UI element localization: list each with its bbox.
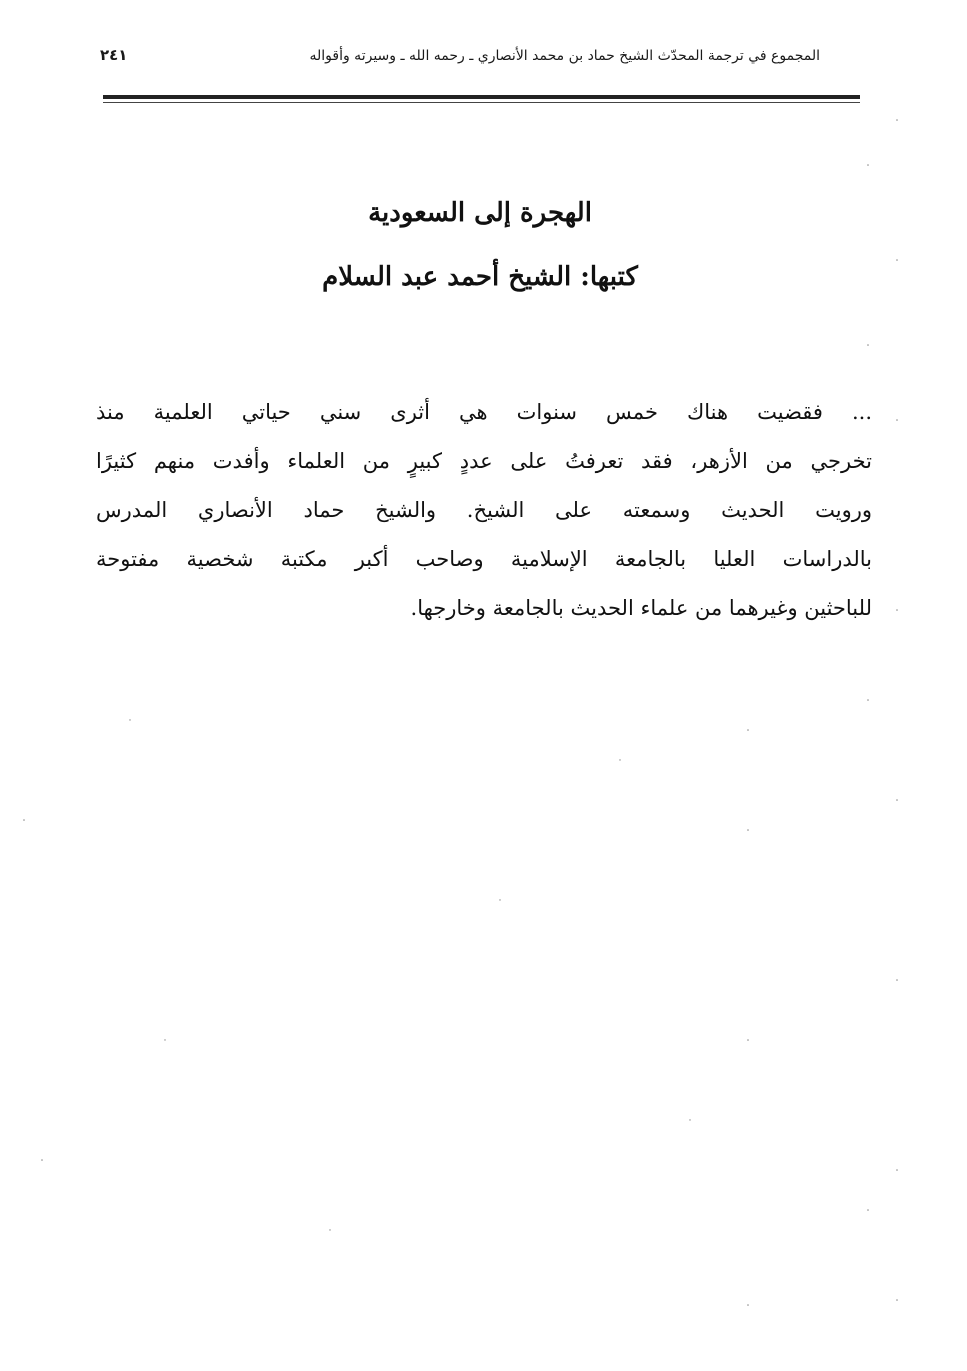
body-line: للباحثين وغيرهما من علماء الحديث بالجامعة وخارجها. <box>410 596 872 620</box>
body-line: ... فقضيت هناك خمس سنوات هي أثرى سني حياتي العلمية منذ <box>96 400 872 424</box>
chapter-author-line: كتبها: الشيخ أحمد عبد السلام <box>322 262 638 292</box>
body-line: تخرجي من الأزهر، فقد تعرفتُ على عددٍ كبيرٍ من العلماء وأفدت منهم كثيرًا <box>96 449 872 473</box>
body-line: ورويت الحديث وسمعته على الشيخ. والشيخ حماد الأنصاري المدرس <box>96 498 872 522</box>
body-line: بالدراسات العليا بالجامعة الإسلامية وصاحب أكبر مكتبة شخصية مفتوحة <box>96 547 872 571</box>
page-number: ٢٤١ <box>100 46 128 64</box>
book-title-header: المجموع في ترجمة المحدّث الشيخ حماد بن محمد الأنصاري ـ رحمه الله ـ وسيرته وأقواله <box>309 48 820 64</box>
chapter-title: الهجرة إلى السعودية <box>368 198 592 228</box>
